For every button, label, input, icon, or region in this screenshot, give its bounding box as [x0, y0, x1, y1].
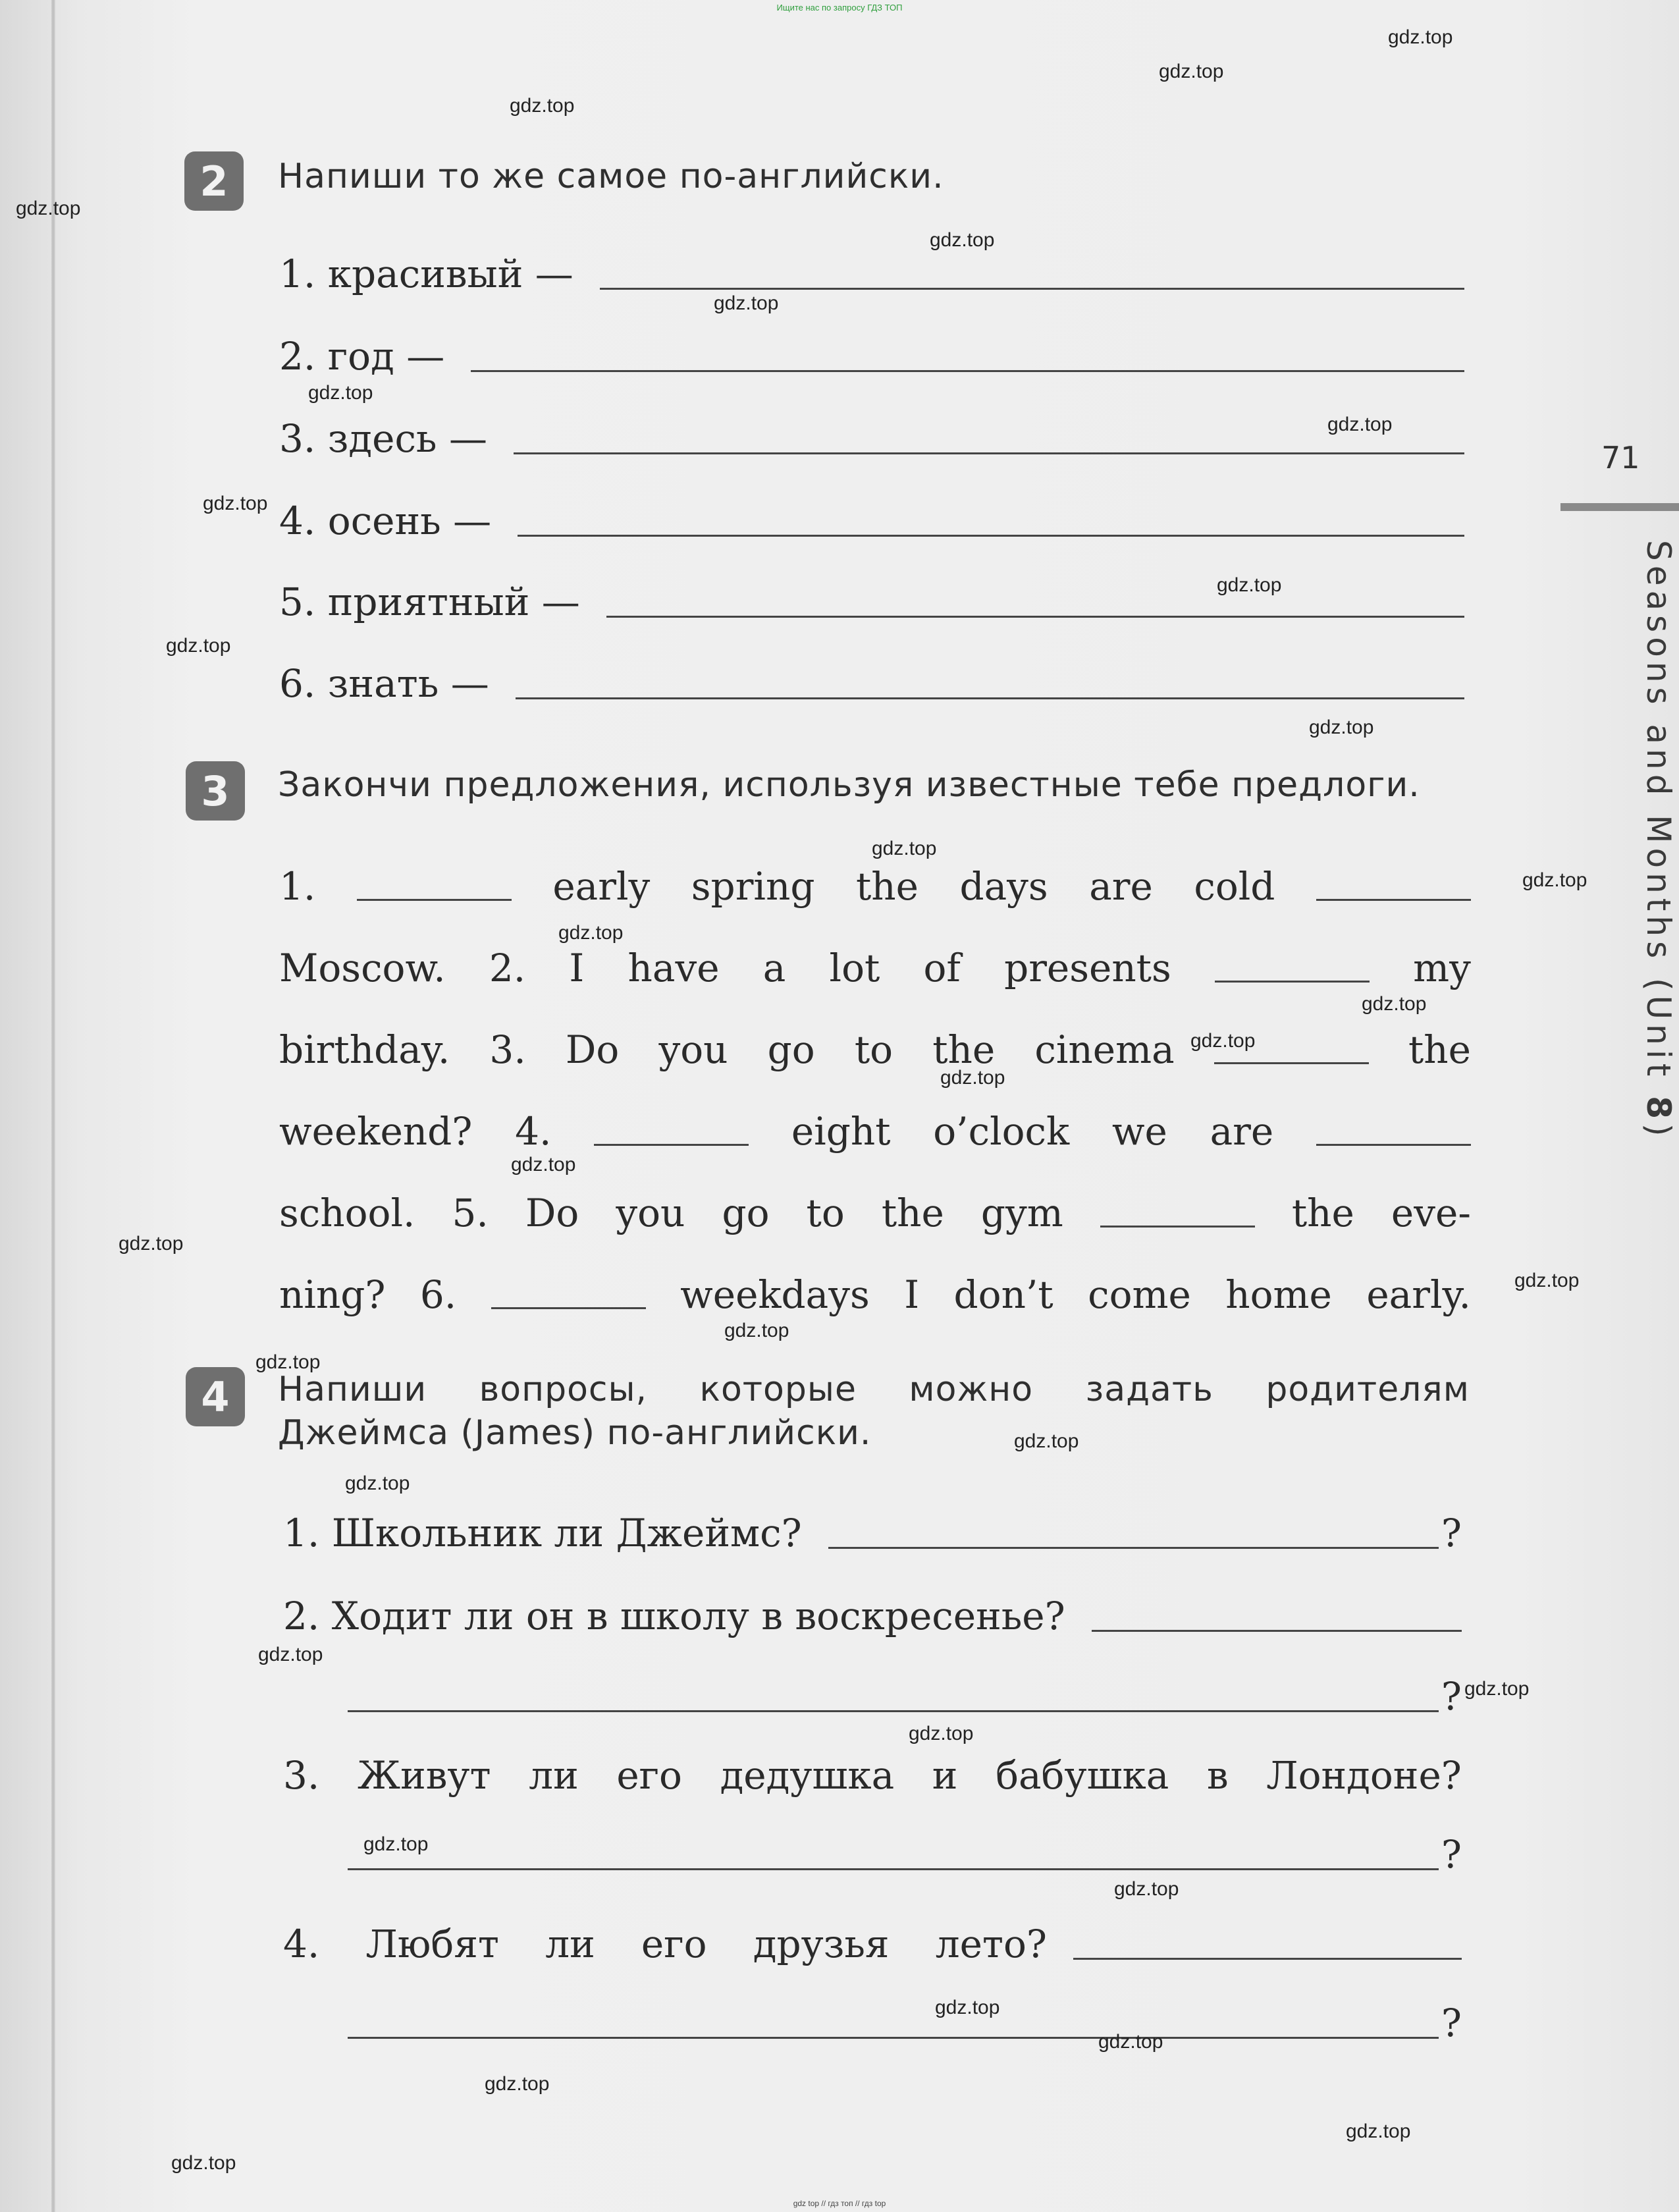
ex4-question-3-text: [283, 1753, 1462, 1798]
question-word: его: [616, 1753, 682, 1798]
watermark: gdz.top: [1309, 716, 1374, 738]
ex4-question-2-text: 2. Ходит ли он в школу в воскресенье?: [283, 1594, 1065, 1638]
bottom-footer: gdz top // гдз топ // гдз top: [793, 2199, 886, 2208]
sentence-word: birthday.: [279, 1027, 450, 1072]
answer-line[interactable]: [516, 697, 1464, 699]
question-word: Любят: [365, 1922, 500, 1966]
ex2-item-3-text: 3. здесь —: [279, 416, 487, 461]
sentence-word: lot: [829, 946, 880, 990]
sentence-word: go: [722, 1191, 770, 1235]
question-mark: ?: [1441, 1674, 1462, 1719]
sentence-word: the: [855, 864, 919, 909]
answer-line[interactable]: [606, 616, 1464, 618]
answer-line[interactable]: [518, 535, 1464, 537]
sentence-word: the: [1291, 1191, 1354, 1235]
watermark: gdz.top: [940, 1067, 1005, 1089]
sentence-word: are: [1210, 1109, 1274, 1154]
question-word: 4.: [283, 1922, 320, 1966]
sentence-word: you: [658, 1027, 728, 1072]
ex3-line-2: [279, 925, 1471, 990]
instruction-word: можно: [909, 1370, 1034, 1409]
question-word: друзья: [753, 1922, 890, 1966]
page-number-rule: [1560, 503, 1679, 511]
sentence-word: presents: [1004, 946, 1171, 990]
ex4-question-2-continuation: [348, 1666, 1462, 1719]
ex2-item-1-text: 1. красивый —: [279, 252, 573, 296]
question-word: бабушка: [996, 1753, 1169, 1798]
watermark: gdz.top: [1114, 1878, 1179, 1900]
question-word: Лондоне?: [1266, 1753, 1462, 1798]
watermark: gdz.top: [1346, 2120, 1411, 2142]
unit-side-title-end: ): [1639, 1123, 1678, 1141]
watermark: gdz.top: [16, 198, 81, 219]
watermark: gdz.top: [1014, 1430, 1079, 1452]
sentence-word: home: [1225, 1272, 1332, 1317]
ex4-question-4-text: [283, 1922, 1047, 1966]
unit-side-title-main: Seasons and Months (Unit: [1639, 540, 1678, 1096]
instruction-word: родителям: [1266, 1370, 1470, 1409]
ex4-question-1-text: 1. Школьник ли Джеймс?: [283, 1511, 802, 1555]
sentence-word: we: [1111, 1109, 1167, 1154]
sentence-word: go: [767, 1027, 815, 1072]
sentence-word: the: [881, 1191, 944, 1235]
ex2-item-5: [279, 578, 1464, 624]
watermark: gdz.top: [872, 838, 937, 859]
sentence-word: 5.: [452, 1191, 489, 1235]
sentence-word: 6.: [419, 1272, 457, 1317]
watermark: gdz.top: [1098, 2031, 1163, 2053]
ex2-item-3: [279, 415, 1464, 461]
ex4-question-2: [283, 1586, 1462, 1638]
exercise-3-badge: 3: [186, 761, 245, 821]
answer-line[interactable]: [471, 370, 1464, 372]
blank-line[interactable]: [1316, 1144, 1471, 1146]
question-word: ли: [545, 1922, 595, 1966]
question-word: в: [1206, 1753, 1229, 1798]
ex4-question-1: [283, 1503, 1462, 1555]
question-word: его: [641, 1922, 707, 1966]
sentence-word: don’t: [953, 1272, 1053, 1317]
watermark: gdz.top: [255, 1351, 321, 1373]
answer-line[interactable]: [1073, 1958, 1462, 1960]
sentence-word: I: [569, 946, 585, 990]
unit-side-title-number: 8: [1639, 1096, 1678, 1124]
watermark: gdz.top: [1159, 61, 1224, 82]
ex3-line-3: [279, 1006, 1471, 1072]
sentence-word: the: [932, 1027, 996, 1072]
exercise-2-badge: 2: [184, 151, 244, 211]
watermark: gdz.top: [363, 1833, 429, 1855]
page-fold: [51, 0, 55, 2212]
sentence-word: cold: [1194, 864, 1275, 909]
answer-line[interactable]: [348, 1868, 1439, 1870]
watermark: gdz.top: [166, 635, 231, 657]
blank-line[interactable]: [491, 1307, 646, 1309]
exercise-2-instruction: Напиши то же самое по-английски.: [278, 157, 944, 196]
watermark: gdz.top: [935, 1997, 1000, 2018]
sentence-word: are: [1089, 864, 1153, 909]
ex2-item-2: [279, 333, 1464, 379]
instruction-word: Напиши: [278, 1370, 427, 1409]
sentence-word: weekdays: [680, 1272, 870, 1317]
answer-line[interactable]: [600, 288, 1464, 290]
page-number: 71: [1601, 440, 1640, 475]
ex3-line-6: [279, 1251, 1471, 1317]
sentence-word: have: [627, 946, 720, 990]
watermark: gdz.top: [485, 2073, 550, 2095]
watermark: gdz.top: [308, 382, 373, 404]
watermark: gdz.top: [1327, 414, 1393, 435]
sentence-word: early.: [1366, 1272, 1471, 1317]
watermark: gdz.top: [1514, 1270, 1580, 1291]
watermark: gdz.top: [510, 95, 575, 117]
ex2-item-4-text: 4. осень —: [279, 499, 492, 543]
blank-line[interactable]: [1100, 1226, 1255, 1227]
sentence-word: early: [552, 864, 651, 909]
sentence-word: eve-: [1391, 1191, 1471, 1235]
watermark: gdz.top: [724, 1320, 789, 1341]
blank-line[interactable]: [594, 1144, 749, 1146]
ex2-item-5-text: 5. приятный —: [279, 580, 580, 624]
sentence-word: eight: [791, 1109, 891, 1154]
sentence-word: school.: [279, 1191, 415, 1235]
ex2-item-4: [279, 497, 1464, 543]
blank-line[interactable]: [1316, 899, 1471, 901]
exercise-4-instruction-line2: Джеймса (James) по-английски.: [278, 1413, 872, 1453]
sentence-word: o’clock: [933, 1109, 1070, 1154]
ex4-question-3: [283, 1745, 1462, 1798]
sentence-word: 3.: [489, 1027, 526, 1072]
sentence-word: Do: [565, 1027, 620, 1072]
instruction-word: вопросы,: [479, 1370, 648, 1409]
sentence-word: a: [762, 946, 786, 990]
watermark: gdz.top: [1217, 574, 1282, 596]
watermark: gdz.top: [345, 1472, 410, 1494]
watermark: gdz.top: [1464, 1678, 1530, 1700]
sentence-word: of: [923, 946, 961, 990]
ex4-question-3-continuation: [348, 1824, 1462, 1877]
blank-line[interactable]: [357, 899, 512, 901]
sentence-word: 4.: [515, 1109, 552, 1154]
sentence-word: 2.: [489, 946, 526, 990]
sentence-word: ning?: [279, 1272, 386, 1317]
watermark: gdz.top: [909, 1723, 974, 1744]
ex3-line-4: [279, 1088, 1471, 1154]
question-word: ли: [529, 1753, 579, 1798]
ex2-item-1: [279, 250, 1464, 296]
top-search-hint: Ищите нас по запросу ГДЗ ТОП: [776, 3, 903, 13]
ex2-item-6-text: 6. знать —: [279, 661, 489, 706]
ex2-item-2-text: 2. год —: [279, 334, 445, 379]
watermark: gdz.top: [558, 922, 624, 944]
sentence-word: days: [959, 864, 1048, 909]
blank-line[interactable]: [1214, 1062, 1369, 1064]
exercise-4-instruction-line1: [278, 1370, 1470, 1409]
ex4-question-4: [283, 1914, 1462, 1966]
instruction-word: которые: [699, 1370, 857, 1409]
ex2-item-6: [279, 660, 1464, 706]
sentence-word: Do: [525, 1191, 579, 1235]
question-mark: ?: [1441, 2001, 1462, 2045]
watermark: gdz.top: [1522, 869, 1587, 891]
sentence-word: the: [1408, 1027, 1471, 1072]
question-word: и: [932, 1753, 958, 1798]
watermark: gdz.top: [258, 1644, 323, 1665]
watermark: gdz.top: [930, 229, 995, 251]
ex4-question-4-continuation: [348, 1993, 1462, 2045]
exercise-3-instruction: Закончи предложения, используя известные тебе предлоги.: [278, 765, 1420, 805]
sentence-word: come: [1088, 1272, 1191, 1317]
answer-line[interactable]: [514, 452, 1464, 454]
instruction-word: задать: [1085, 1370, 1213, 1409]
exercise-4-badge: 4: [186, 1367, 245, 1426]
sentence-word: weekend?: [279, 1109, 473, 1154]
watermark: gdz.top: [511, 1154, 576, 1175]
watermark: gdz.top: [171, 2152, 236, 2174]
answer-line[interactable]: [1092, 1630, 1462, 1632]
sentence-word: I: [904, 1272, 920, 1317]
question-mark: ?: [1441, 1832, 1462, 1877]
answer-line[interactable]: [348, 2037, 1439, 2039]
sentence-word: my: [1413, 946, 1471, 990]
ex3-line-5: [279, 1170, 1471, 1235]
watermark: gdz.top: [1362, 993, 1427, 1015]
sentence-word: 1.: [279, 864, 316, 909]
question-word: лето?: [935, 1922, 1047, 1966]
watermark: gdz.top: [1190, 1030, 1256, 1052]
watermark: gdz.top: [1388, 26, 1453, 48]
unit-side-title: [1639, 540, 1678, 1141]
question-word: дедушка: [720, 1753, 895, 1798]
sentence-word: cinema: [1034, 1027, 1175, 1072]
watermark: gdz.top: [119, 1233, 184, 1254]
sentence-word: to: [854, 1027, 893, 1072]
sentence-word: to: [806, 1191, 845, 1235]
sentence-word: you: [616, 1191, 685, 1235]
question-word: Живут: [357, 1753, 491, 1798]
question-word: 3.: [283, 1753, 320, 1798]
blank-line[interactable]: [1215, 981, 1370, 983]
watermark: gdz.top: [203, 493, 268, 514]
answer-line[interactable]: [348, 1710, 1439, 1712]
sentence-word: Moscow.: [279, 946, 446, 990]
sentence-word: gym: [980, 1191, 1063, 1235]
answer-line[interactable]: [828, 1547, 1439, 1549]
question-mark: ?: [1441, 1511, 1462, 1555]
sentence-word: spring: [691, 864, 815, 909]
watermark: gdz.top: [714, 292, 779, 314]
